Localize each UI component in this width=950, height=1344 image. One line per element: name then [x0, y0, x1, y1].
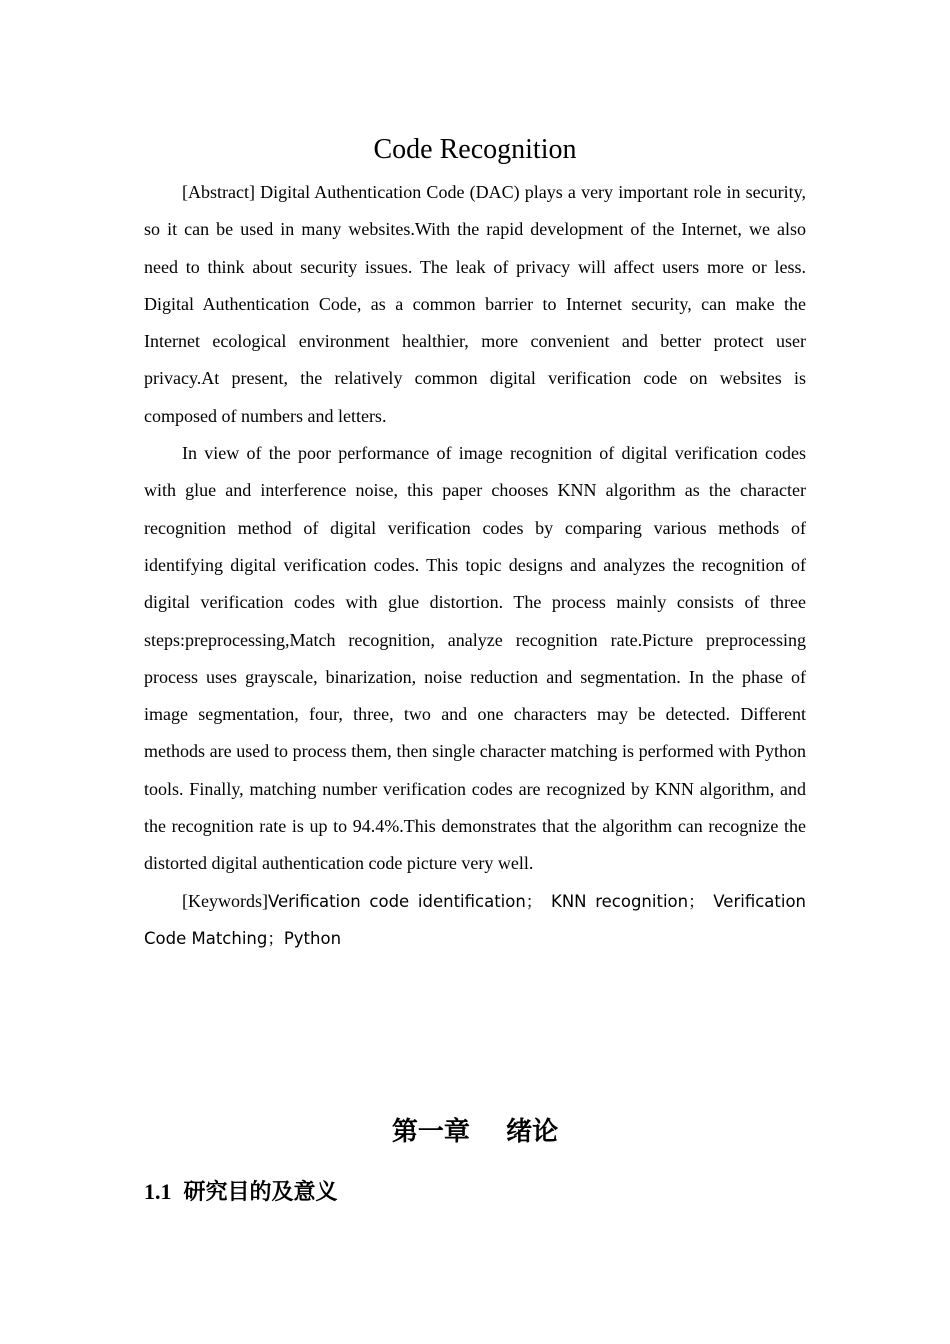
keywords-text: Verification code identification； KNN recognition； Verification Code Matching；Python — [144, 891, 806, 948]
keywords-paragraph — [144, 883, 806, 958]
document-body — [144, 128, 806, 957]
section-title: 研究目的及意义 — [183, 1180, 338, 1205]
keywords-label: [Keywords] — [182, 890, 268, 911]
abstract-paragraph-2: In view of the poor performance of image recognition of digital verification codes with glue and interference noise, this paper chooses KNN algorithm as the character recognition method of digital verification codes by comparing various methods of identifying digital verification codes. This topic designs and analyzes the recognition of digital verification codes with glue distortion. The process mainly consists of three steps:preprocessing,Match recognition, analyze recognition rate.Picture preprocessing process uses grayscale, binarization, noise reduction and segmentation. In the phase of image segmentation, four, three, two and one characters may be detected. Different methods are used to process them, then single character matching is performed with Python tools. Finally, matching number verification codes are recognized by KNN algorithm, and the recognition rate is up to 94.4%.This demonstrates that the algorithm can recognize the distorted digital authentication code picture very well. — [144, 443, 806, 874]
chapter-heading: 第一章 绪论 — [391, 1117, 559, 1147]
abstract-paragraph-1: [Abstract] Digital Authentication Code (DAC) plays a very important role in security, so it can be used in many websites.With the rapid development of the Internet, we also need to think about security issues. The leak of privacy will affect users more or less. Digital Authentication Code, as a common barrier to Internet security, can make the Internet ecological environment healthier, more convenient and better protect user privacy.At present, the relatively common digital verification code on websites is composed of numbers and letters. — [144, 182, 806, 426]
section-number: 1.1 — [144, 1179, 172, 1204]
section-heading — [144, 1174, 338, 1211]
document-title: Code Recognition — [373, 134, 577, 165]
